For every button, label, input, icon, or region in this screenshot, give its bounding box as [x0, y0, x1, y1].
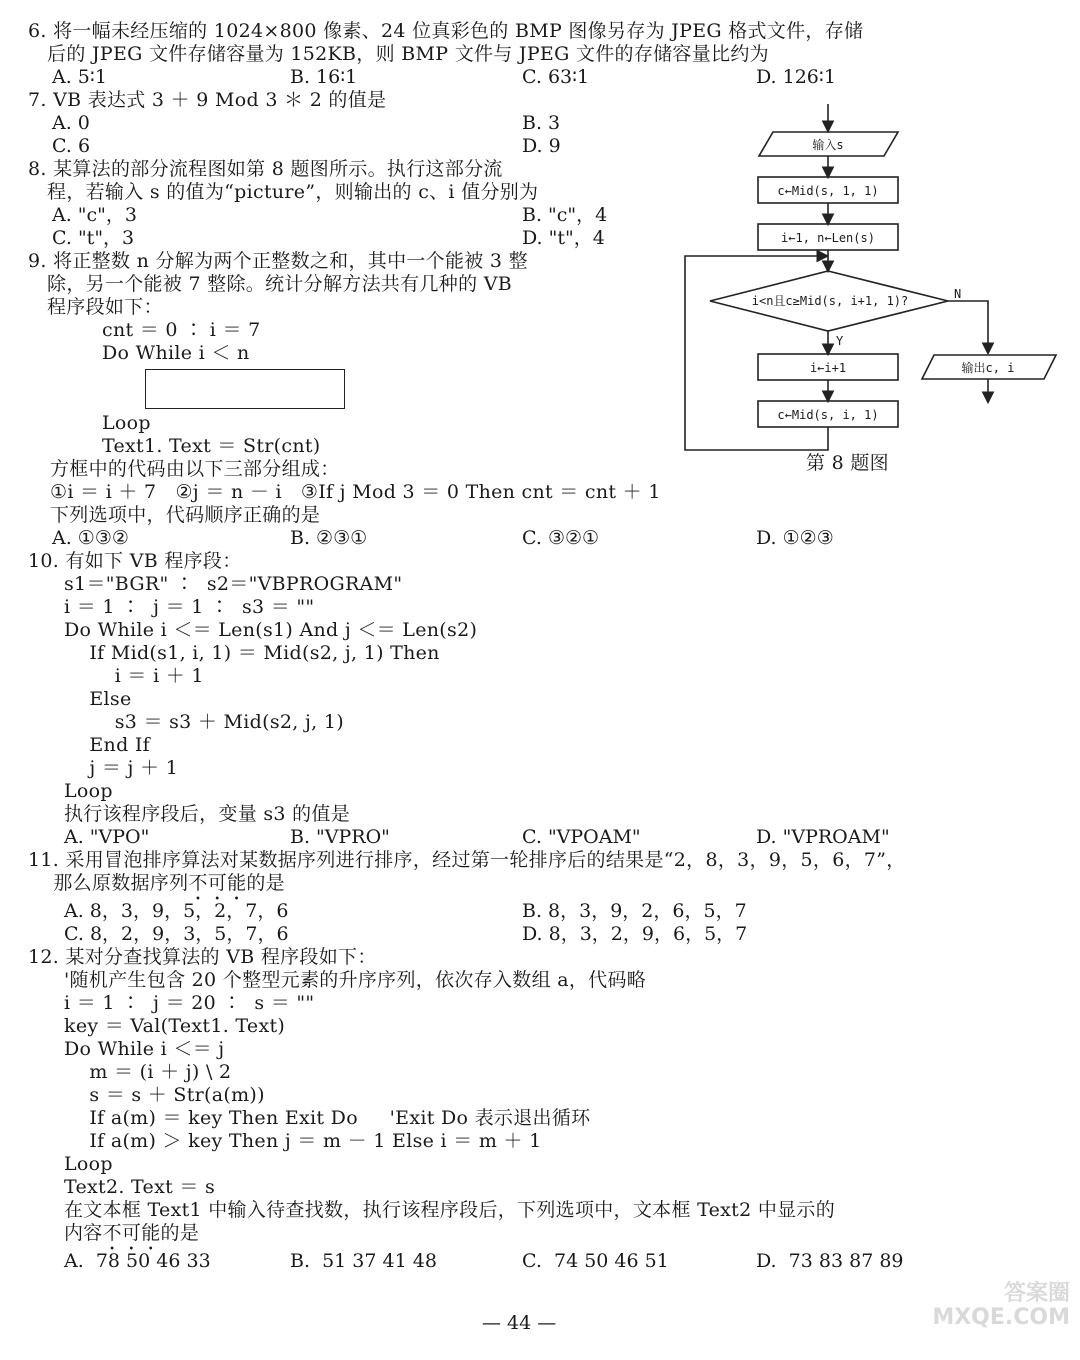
q12-code-line: s ＝ s ＋ Str(a(m)): [64, 1084, 265, 1106]
q10-code-line: End If: [64, 734, 151, 756]
q6-stem-line2: 后的 JPEG 文件存储容量为 152KB，则 BMP 文件与 JPEG 文件的存储容量比约为: [28, 43, 769, 65]
q8-option-b: B. "c"，4: [522, 204, 608, 226]
flowchart-step3-text: i←i+1: [809, 361, 847, 375]
q8-option-d: D. "t"，4: [522, 227, 605, 249]
q8-option-c: C. "t"，3: [52, 227, 135, 249]
q7-option-a: A. 0: [52, 112, 90, 134]
flowchart-step2-text: i←1, n←Len(s): [781, 231, 875, 245]
q10-option-a: A. "VPO": [64, 826, 150, 848]
q12-code-line: Text2. Text ＝ s: [64, 1176, 216, 1198]
q12-ask-pre: 内容: [64, 1222, 103, 1244]
q10-code-line: Do While i ＜＝ Len(s1) And j ＜＝ Len(s2): [64, 619, 478, 641]
q9-option-d: D. ①②③: [756, 527, 834, 549]
q11-option-b: B. 8，3，9，2，6，5，7: [522, 900, 747, 922]
q8-flowchart: [670, 98, 1070, 478]
q7-option-b: B. 3: [522, 112, 561, 134]
q9-ask: 下列选项中，代码顺序正确的是: [50, 504, 321, 526]
q9-code-line2: Do While i ＜ n: [102, 342, 250, 364]
flowchart-step1-text: c←Mid(s, 1, 1): [777, 184, 879, 198]
flowchart-yes-label: Y: [836, 334, 844, 348]
flowchart-step4-text: c←Mid(s, i, 1): [777, 408, 879, 422]
q12-stem: 12. 某对分查找算法的 VB 程序段如下：: [28, 946, 377, 968]
q12-emphasis-text: 不可能: [102, 1222, 161, 1244]
q12-code-line: Loop: [64, 1153, 113, 1175]
q9-code-line1: cnt ＝ 0 ∶ i ＝ 7: [102, 319, 261, 341]
q6-stem-line1: 6. 将一幅未经压缩的 1024×800 像素、24 位真彩色的 BMP 图像另存为 JPEG 格式文件，存储: [28, 20, 864, 42]
q6-option-a: A. 5∶1: [52, 66, 107, 88]
q6-option-c: C. 63∶1: [522, 66, 590, 88]
q9-code-line4: Text1. Text ＝ Str(cnt): [102, 435, 321, 457]
q12-option-d: D. 73 83 87 89: [756, 1250, 904, 1272]
q12-code-line: i ＝ 1 ∶ j ＝ 20 ∶ s ＝ "": [64, 992, 315, 1014]
q12-code-line: Do While i ＜＝ j: [64, 1038, 225, 1060]
q10-option-b: B. "VPRO": [290, 826, 390, 848]
q9-parts: ①i ＝ i ＋ 7 ②j ＝ n － i ③If j Mod 3 ＝ 0 Then cnt ＝ cnt ＋ 1: [50, 481, 661, 503]
q10-code-line: s1＝"BGR" ∶ s2＝"VBPROGRAM": [64, 573, 403, 595]
q12-code-line: '随机产生包含 20 个整型元素的升序序列，依次存入数组 a，代码略: [64, 969, 647, 991]
q10-code-line: Loop: [64, 780, 113, 802]
q9-stem-line2: 除，另一个能被 7 整除。统计分解方法共有几种的 VB: [28, 273, 513, 295]
q9-option-c: C. ③②①: [522, 527, 600, 549]
q11-stem-post: 的是: [246, 872, 285, 894]
q10-option-c: C. "VPOAM": [522, 826, 641, 848]
q8-figure-caption: 第 8 题图: [806, 452, 889, 474]
q12-code-line: key ＝ Val(Text1. Text): [64, 1015, 286, 1037]
q12-code-line: m ＝ (i ＋ j) \ 2: [64, 1061, 232, 1083]
q12-option-a: A. 78 50 46 33: [64, 1250, 211, 1272]
q9-stem-line3: 程序段如下：: [28, 296, 163, 318]
q7-stem: 7. VB 表达式 3 ＋ 9 Mod 3 ＊ 2 的值是: [28, 89, 387, 111]
q11-emphasis-text: 不可能: [188, 872, 247, 894]
q12-option-b: B. 51 37 41 48: [290, 1250, 437, 1272]
q6-option-b: B. 16∶1: [290, 66, 358, 88]
q12-ask-line1: 在文本框 Text1 中输入待查找数，执行该程序段后，下列选项中，文本框 Text2 中显示的: [64, 1199, 836, 1221]
q11-stem-line1: 11. 采用冒泡排序算法对某数据序列进行排序，经过第一轮排序后的结果是“2，8，3，9，5，6，7”，: [28, 849, 906, 871]
page-number: — 44 —: [482, 1312, 557, 1334]
q10-option-d: D. "VPROAM": [756, 826, 890, 848]
q10-ask: 执行该程序段后，变量 s3 的值是: [64, 803, 351, 825]
q11-option-c: C. 8，2，9，3，5，7，6: [64, 923, 289, 945]
q9-option-a: A. ①③②: [52, 527, 129, 549]
q10-code-line: i ＝ i ＋ 1: [64, 665, 204, 687]
flowchart-cond-text: i<n且c≥Mid(s, i+1, 1)?: [751, 294, 909, 308]
q12-code-line: If a(m) ＝ key Then Exit Do 'Exit Do 表示退出循环: [64, 1107, 591, 1129]
q7-option-d: D. 9: [522, 135, 561, 157]
q10-code-line: If Mid(s1, i, 1) ＝ Mid(s2, j, 1) Then: [64, 642, 440, 664]
q11-stem-pre: 那么原数据序列: [28, 872, 189, 894]
q10-code-line: Else: [64, 688, 132, 710]
q10-code-line: s3 ＝ s3 ＋ Mid(s2, j, 1): [64, 711, 344, 733]
q9-desc: 方框中的代码由以下三部分组成：: [50, 458, 340, 480]
q10-code-line: j ＝ j ＋ 1: [64, 757, 179, 779]
q10-code-line: i ＝ 1 ∶ j ＝ 1 ∶ s3 ＝ "": [64, 596, 315, 618]
q10-stem: 10. 有如下 VB 程序段：: [28, 550, 242, 572]
q12-code-line: If a(m) ＞ key Then j ＝ m － 1 Else i ＝ m ＋ 1: [64, 1130, 542, 1152]
q9-stem-line1: 9. 将正整数 n 分解为两个正整数之和，其中一个能被 3 整: [28, 250, 528, 272]
q7-option-c: C. 6: [52, 135, 91, 157]
watermark-logo: 答案圈 MXQE.COM: [932, 1281, 1070, 1330]
q8-option-a: A. "c"，3: [52, 204, 138, 226]
q11-option-a: A. 8，3，9，5，2，7，6: [64, 900, 289, 922]
q6-option-d: D. 126∶1: [756, 66, 836, 88]
flowchart-output-text: 输出c, i: [961, 361, 1015, 375]
q12-ask-post: 的是: [160, 1222, 200, 1244]
q8-stem-line2: 程，若输入 s 的值为“picture”，则输出的 c、i 值分别为: [28, 181, 539, 203]
q9-code-line3: Loop: [102, 412, 151, 434]
q12-option-c: C. 74 50 46 51: [522, 1250, 669, 1272]
q11-option-d: D. 8，3，2，9，6，5，7: [522, 923, 748, 945]
q9-option-b: B. ②③①: [290, 527, 368, 549]
q8-stem-line1: 8. 某算法的部分流程图如第 8 题图所示。执行这部分流: [28, 158, 503, 180]
q9-answer-blank-box: [145, 369, 345, 409]
flowchart-input-text: 输入s: [812, 138, 844, 152]
flowchart-no-label: N: [954, 287, 962, 301]
